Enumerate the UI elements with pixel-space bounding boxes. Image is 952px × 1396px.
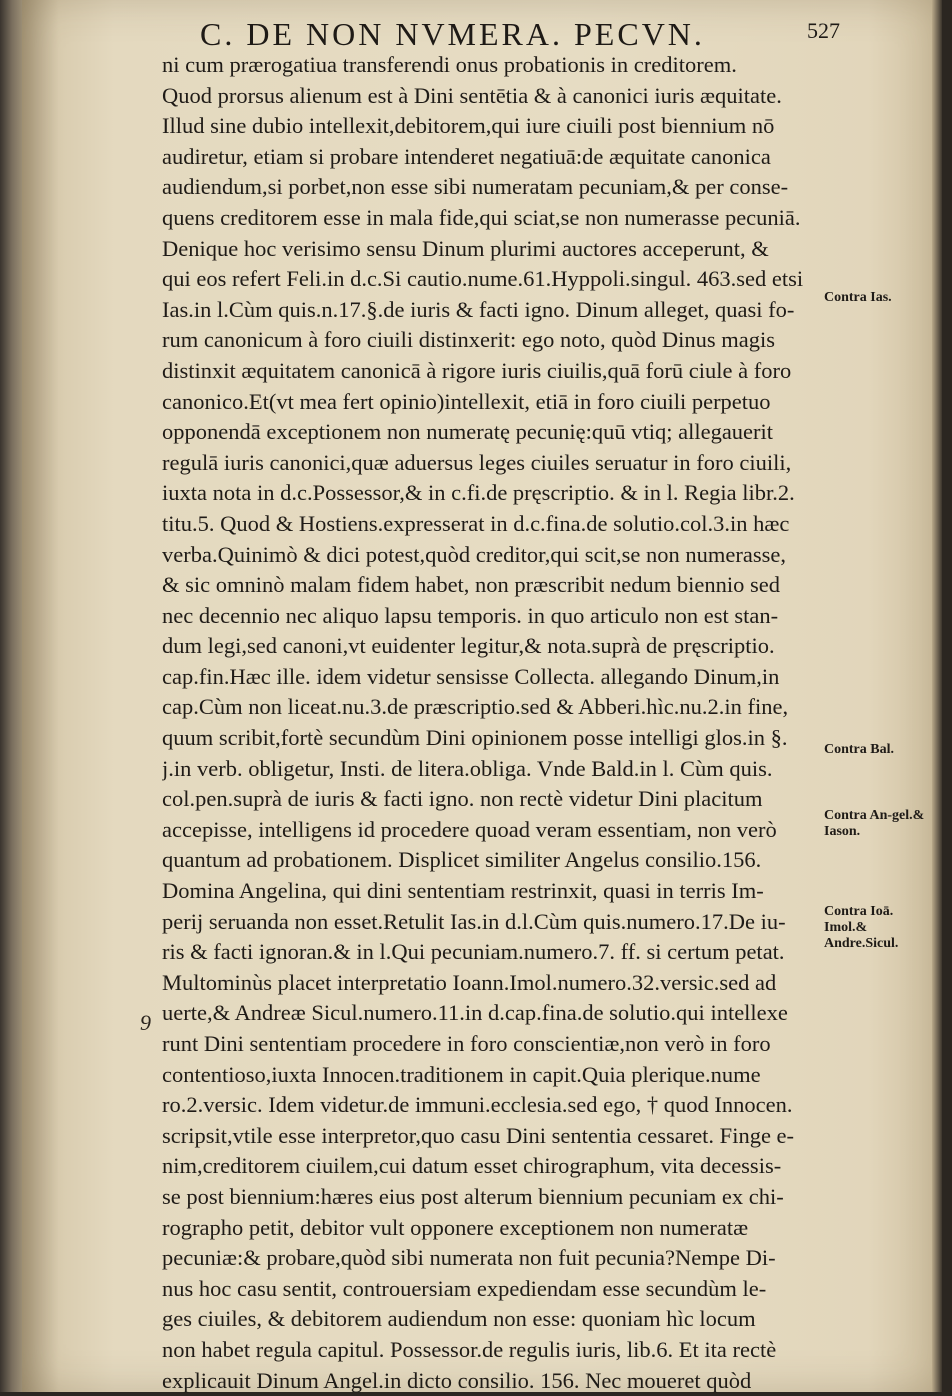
text-line: opponendā exceptionem non numeratę pecunię:quū vtiq; allegauerit — [162, 419, 774, 445]
margin-note: Contra An-gel.& Iason. — [824, 808, 925, 839]
text-line: nus hoc casu sentit, controuersiam expediendam esse secundùm le- — [162, 1275, 767, 1301]
margin-mark: 9 — [140, 1010, 151, 1035]
text-line: verba.Quinimò & dici potest,quòd creditor,qui scit,se non numerasse, — [162, 541, 786, 567]
text-line: quantum ad probationem. Displicet similiter Angelus consilio.156. — [162, 847, 762, 873]
text-line: regulā iuris canonici,quæ aduersus leges ciuiles seruatur in foro ciuili, — [162, 449, 792, 475]
text-line: audiendum,si porbet,non esse sibi numeratam pecuniam,& per conse- — [162, 174, 789, 200]
text-line: audiretur, etiam si probare intenderet negatiuā:de æquitate canonica — [162, 143, 771, 169]
book-page — [22, 0, 942, 1392]
text-line: Domina Angelina, qui dini sententiam restrinxit, quasi in terris Im- — [162, 878, 764, 904]
text-line: nim,creditorem ciuilem,cui datum esset chirographum, vita decessis- — [162, 1153, 782, 1179]
text-line: Denique hoc verisimo sensu Dinum plurimi auctores acceperunt, & — [162, 235, 769, 261]
facing-page-edge — [0, 0, 22, 1392]
text-line: uerte,& Andreæ Sicul.numero.11.in d.cap.fina.de solutio.qui intellexe — [162, 1000, 788, 1026]
text-line: iuxta nota in d.c.Possessor,& in c.fi.de pręscriptio. & in l. Regia libr.2. — [162, 480, 795, 506]
text-line: quens creditorem esse in mala fide,qui sciat,se non numerasse pecuniā. — [162, 204, 801, 230]
text-line: perij seruanda non esset.Retulit Ias.in d.l.Cùm quis.numero.17.De iu- — [162, 908, 786, 934]
text-line: non habet regula capitul. Possessor.de regulis iuris, lib.6. Et ita rectè — [162, 1336, 777, 1362]
text-line: rographo petit, debitor vult opponere exceptionem non numeratæ — [162, 1214, 749, 1240]
text-line: cap.fin.Hæc ille. idem videtur sensisse Collecta. allegando Dinum,in — [162, 663, 780, 689]
text-line: distinxit æquitatem canonicā à rigore iuris ciuilis,quā forū ciule à foro — [162, 357, 792, 383]
text-line: col.pen.suprà de iuris & facti igno. non rectè videtur Dini placitum — [162, 786, 763, 812]
folio-number: 527 — [807, 18, 840, 43]
text-line: nec decennio nec aliquo lapsu temporis. in quo articulo non est stan- — [162, 602, 779, 628]
text-line: Ias.in l.Cùm quis.n.17.§.de iuris & facti igno. Dinum alleget, quasi fo- — [162, 296, 795, 322]
text-line: dum legi,sed canoni,vt euidenter legitur,& nota.suprà de pręscriptio. — [162, 633, 775, 659]
text-line: & sic omninò malam fidem habet, non præscribit nedum biennio sed — [162, 572, 781, 598]
text-line: scripsit,vtile esse interpretor,quo casu Dini sententia cessaret. Finge e- — [162, 1122, 795, 1148]
text-line: accepisse, intelligens id procedere quoad veram essentiam, non verò — [162, 816, 777, 842]
main-text — [162, 50, 826, 1396]
text-line: ris & facti ignoran.& in l.Qui pecuniam.numero.7. ff. si certum petat. — [162, 939, 785, 965]
text-line: ni cum prærogatiua transferendi onus probationis in creditorem. — [162, 52, 737, 77]
text-line: qui eos refert Feli.in d.c.Si cautio.nume.61.Hyppoli.singul. 463.sed etsi — [162, 266, 804, 292]
text-line: cap.Cùm non liceat.nu.3.de præscriptio.sed & Abberi.hìc.nu.2.in fine, — [162, 694, 789, 720]
margin-note: Contra Ias. — [824, 290, 892, 305]
text-line: contentioso,iuxta Innocen.traditionem in capit.Quia plerique.nume — [162, 1061, 761, 1087]
text-line: pecuniæ:& probare,quòd sibi numerata non fuit pecunia?Nempe Di- — [162, 1245, 776, 1271]
running-head: C. DE NON NVMERA. PECVN. — [200, 16, 705, 52]
text-line: Illud sine dubio intellexit,debitorem,qui iure ciuili post biennium nō — [162, 113, 775, 139]
text-line: j.in verb. obligetur, Insti. de litera.obliga. Vnde Bald.in l. Cùm quis. — [162, 755, 773, 781]
text-line: runt Dini sententiam procedere in foro conscientiæ,non verò in foro — [162, 1031, 771, 1056]
margin-note: Contra Ioā. Imol.& Andre.Sicul. — [824, 904, 899, 951]
text-line: ges ciuiles, & debitorem audiendum non esse: quoniam hìc locum — [162, 1306, 756, 1332]
text-line: canonico.Et(vt mea fert opinio)intellexit, etiā in foro ciuili perpetuo — [162, 388, 771, 414]
text-line: Multominùs placet interpretatio Ioann.Imol.numero.32.versic.sed ad — [162, 969, 777, 995]
text-line: se post biennium:hæres eius post alterum biennium pecuniam ex chi- — [162, 1183, 784, 1209]
text-line: quum scribit,fortè secundùm Dini opinionem posse intelligi glos.in §. — [162, 725, 788, 751]
page-edge — [932, 0, 942, 1392]
text-line: explicauit Dinum Angel.in dicto consilio. 156. Nec moueret quòd — [162, 1367, 752, 1393]
text-line: titu.5. Quod & Hostiens.expresserat in d.c.fina.de solutio.col.3.in hæc — [162, 510, 790, 536]
margin-note: Contra Bal. — [824, 742, 894, 757]
text-line: Quod prorsus alienum est à Dini sentētia & à canonici iuris æquitate. — [162, 82, 782, 108]
text-line: rum canonicum à foro ciuili distinxerit: ego noto, quòd Dinus magis — [162, 327, 776, 353]
text-line: ro.2.versic. Idem videtur.de immuni.ecclesia.sed ego, † quod Innocen. — [162, 1092, 793, 1118]
